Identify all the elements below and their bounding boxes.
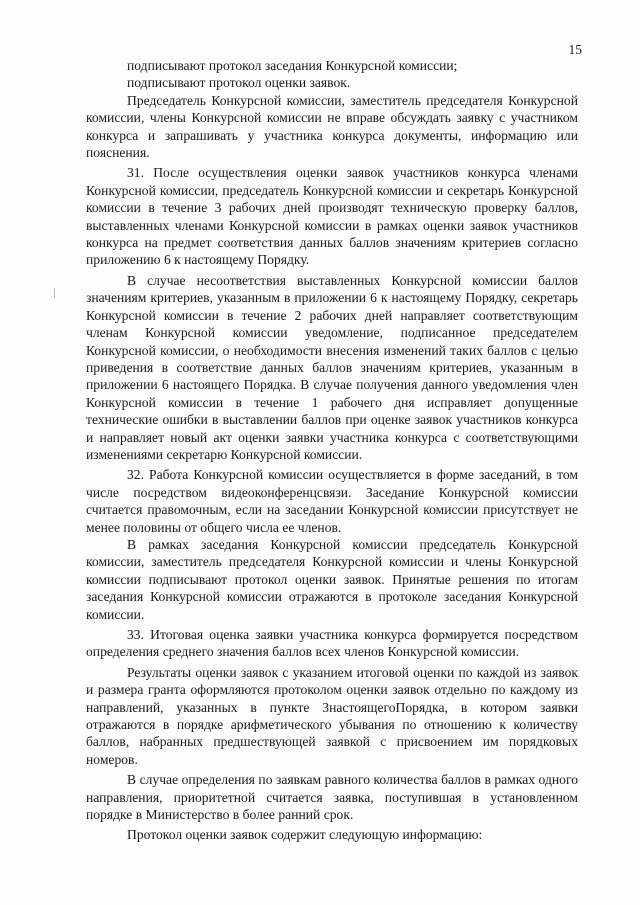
paragraph-sign-meeting-protocol: подписывают протокол заседания Конкурсной комиссии; (127, 58, 458, 73)
paragraph-equal-scores: В случае определения по заявкам равного количества баллов в рамках одного направления, приоритетной считается заявка, поступившая в установленном порядке в Министерство в более ранний срок. (86, 772, 578, 823)
paragraph-protocol-contents: Протокол оценки заявок содержит следующую информацию: (127, 827, 483, 843)
paragraph-sign-evaluation-protocol: подписывают протокол оценки заявок. (127, 75, 351, 91)
paragraph-item-33: 33. Итоговая оценка заявки участника конкурса формируется посредством определения среднего значения баллов всех членов Конкурсной комиссии. (86, 627, 578, 660)
paragraph-results-protocol: Результаты оценки заявок с указанием итоговой оценки по каждой из заявок и размера гранта оформляются протоколом оценки заявок отдельно по каждому из направлений, указанных в пункте 3настоящегоПорядка, в котором заявки отражаются в порядке арифметического убывания по отношению к количеству баллов, набранных предшествующей заявкой с присвоением им порядковых номеров. (86, 664, 578, 767)
paragraph-mismatch-procedure: В случае несоответствия выставленных Конкурсной комиссии баллов значениям критериев, указанным в приложении 6 к настоящему Порядку, секретарь Конкурсной комиссии в течение 2 рабочих дней направляет соответствующим членам Конкурсной комиссии уведомление, подписанное председателем Конкурсной комиссии, о необходимости внесения изменений таких баллов с целью приведения в соответствие данных баллов значениям критериев, указанным в приложении 6 настоящего Порядка. В случае получения данного уведомления член Конкурсной комиссии в течение 1 рабочего дня исправляет допущенные технические ошибки в выставлении баллов при оценке заявок участников конкурса и направляет новый акт оценки заявки участника конкурса с соответствующими изменениями секретарю Конкурсной комиссии. (86, 272, 578, 462)
paragraph-item-31: 31. После осуществления оценки заявок участников конкурса членами Конкурсной комиссии, председатель Конкурсной комиссии и секретарь Конкурсной комиссии в течение 3 рабочих дней производят техническую проверку баллов, выставленных членами Конкурсной комиссии в рамках оценки заявок участников конкурса на предмет соответствия данных баллов значениям критериев согласно приложению 6 к настоящему Порядку. (86, 165, 578, 268)
paragraph-meeting-signing: В рамках заседания Конкурсной комиссии председатель Конкурсной комиссии, заместитель председателя Конкурсной комиссии и члены Конкурсной комиссии подписывают протокол оценки заявок. Принятые решения по итогам заседания Конкурсной комиссии отражаются в протоколе заседания Конкурсной комиссии. (86, 536, 578, 622)
document-body (86, 57, 578, 844)
paragraph-item-32: 32. Работа Конкурсной комиссии осуществляется в форме заседаний, в том числе посредством видеоконференцсвязи. Заседание Конкурсной комиссии считается правомочным, если на заседании Конкурсной комиссии присутствует не менее половины от общего числа ее членов. (86, 467, 578, 535)
paragraph-no-discussion-rule: Председатель Конкурсной комиссии, заместитель председателя Конкурсной комиссии, члены Конкурсной комиссии не вправе обсуждать заявку с участником конкурса и запрашивать у участника конкурса документы, информацию или пояснения. (86, 92, 578, 161)
scan-artifact-mark (54, 288, 55, 298)
page-number: 15 (568, 42, 582, 57)
